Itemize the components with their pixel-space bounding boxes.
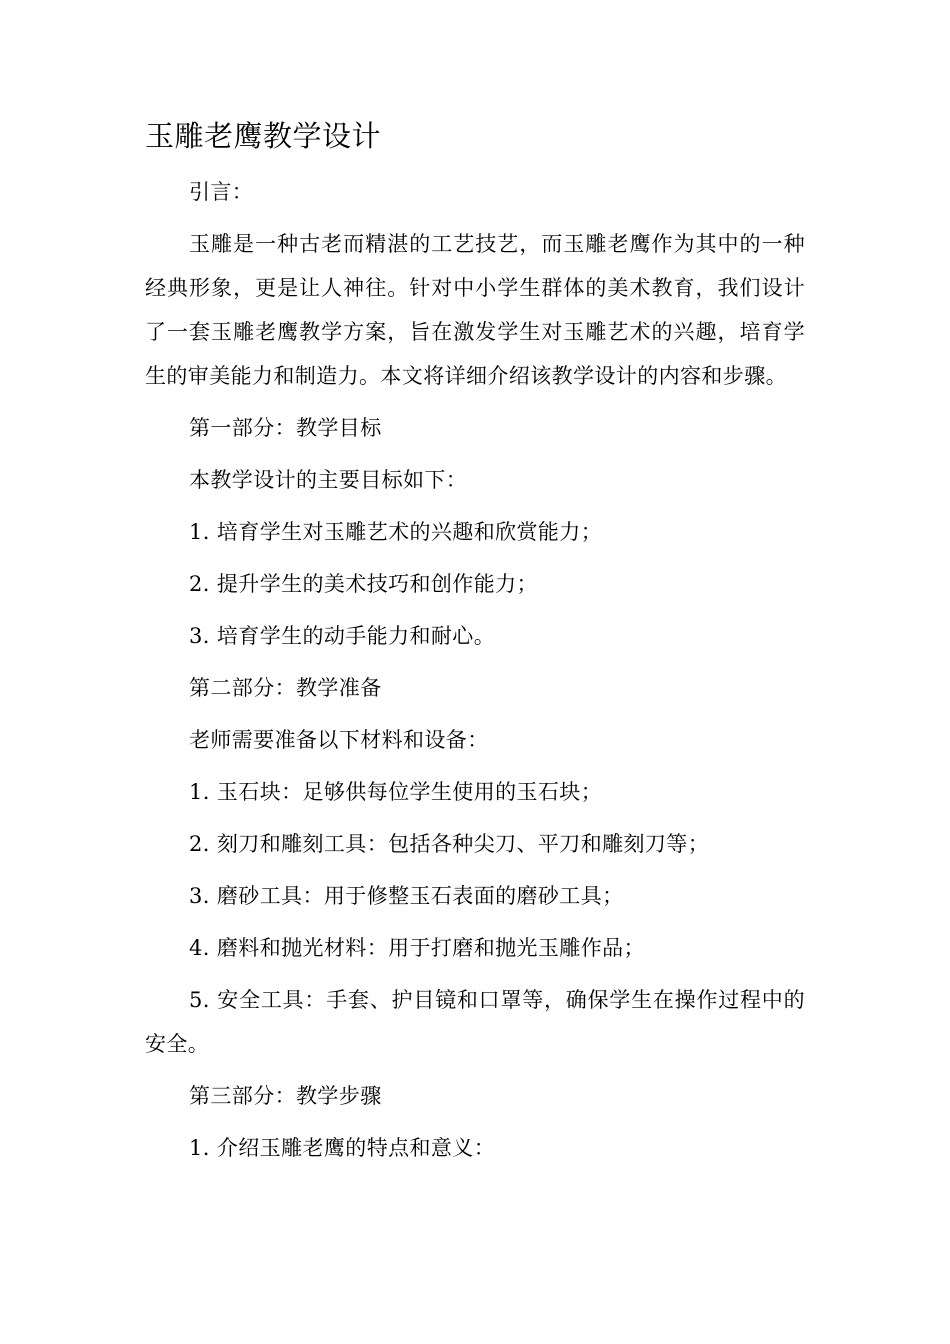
list-item-material-3: 3. 磨砂工具：用于修整玉石表面的磨砂工具； <box>189 884 624 908</box>
paragraph-preparation-lead: 老师需要准备以下材料和设备： <box>189 728 489 752</box>
section-heading-steps: 第三部分：教学步骤 <box>189 1084 382 1108</box>
section-heading-goals: 第一部分：教学目标 <box>189 416 382 440</box>
list-item-material-4: 4. 磨料和抛光材料：用于打磨和抛光玉雕作品； <box>189 936 645 960</box>
list-item-step-1: 1. 介绍玉雕老鹰的特点和意义： <box>189 1136 496 1160</box>
paragraph-intro-heading: 引言： <box>189 180 254 204</box>
list-item-goal-2: 2. 提升学生的美术技巧和创作能力； <box>189 572 538 596</box>
list-item-material-5: 5. 安全工具：手套、护目镜和口罩等，确保学生在操作过程中的安全。 <box>145 988 805 1056</box>
document-title: 玉雕老鹰教学设计 <box>145 119 382 153</box>
paragraph-goals-lead: 本教学设计的主要目标如下： <box>189 468 468 492</box>
section-heading-preparation: 第二部分：教学准备 <box>189 676 382 700</box>
paragraph-intro-body: 玉雕是一种古老而精湛的工艺技艺，而玉雕老鹰作为其中的一种经典形象，更是让人神往。针对中小学生群体的美术教育，我们设计了一套玉雕老鹰教学方案，旨在激发学生对玉雕艺术的兴趣，培育学生的审美能力和制造力。本文将详细介绍该教学设计的内容和步骤。 <box>145 232 805 388</box>
list-item-goal-1: 1. 培育学生对玉雕艺术的兴趣和欣赏能力； <box>189 520 603 544</box>
list-item-material-1: 1. 玉石块：足够供每位学生使用的玉石块； <box>189 780 603 804</box>
document-page <box>145 112 805 1178</box>
list-item-material-2: 2. 刻刀和雕刻工具：包括各种尖刀、平刀和雕刻刀等； <box>189 832 710 856</box>
list-item-goal-3: 3. 培育学生的动手能力和耐心。 <box>189 624 496 648</box>
